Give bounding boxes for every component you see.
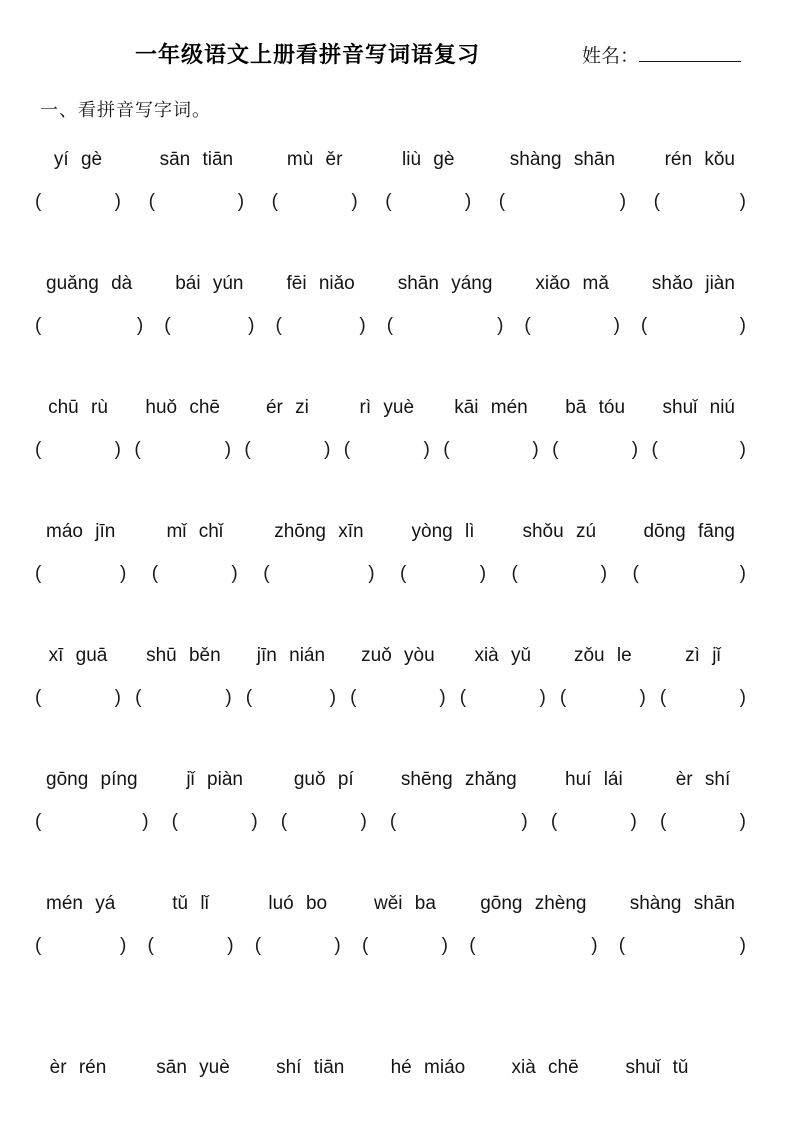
- paren-open: (: [171, 811, 178, 832]
- word-group: [35, 768, 149, 834]
- paren-close: ): [224, 439, 232, 460]
- word-group: [385, 148, 472, 214]
- answer-blank-parens[interactable]: [654, 190, 746, 214]
- paren-close: ): [739, 563, 746, 584]
- paren-close: ): [119, 563, 127, 584]
- answer-blank-parens[interactable]: [35, 810, 149, 834]
- word-group: [42, 1056, 114, 1080]
- word-group: [498, 148, 627, 214]
- answer-blank-parens[interactable]: [560, 686, 646, 710]
- pinyin-word: jǐ piàn: [186, 769, 243, 790]
- paren-close: ): [521, 811, 528, 832]
- pinyin-word: èr rén: [49, 1057, 107, 1078]
- word-group: [272, 1056, 348, 1080]
- paren-open: (: [263, 563, 270, 584]
- word-group: [152, 1056, 234, 1080]
- section-heading: 一、看拼音写字词。: [40, 100, 211, 120]
- answer-blank-parens[interactable]: [619, 934, 746, 958]
- pinyin-word: èr shí: [675, 769, 731, 790]
- name-area: [582, 41, 741, 68]
- paren-open: (: [389, 811, 397, 832]
- word-group: [343, 396, 430, 462]
- paren-close: ): [630, 811, 637, 832]
- paren-close: ): [739, 315, 746, 336]
- word-group: [443, 396, 539, 462]
- pinyin-word: mén yá: [46, 893, 116, 914]
- paren-open: (: [275, 315, 282, 336]
- word-group: [621, 1056, 693, 1080]
- pinyin-word: bā tóu: [565, 397, 626, 418]
- answer-blank-parens[interactable]: [35, 934, 126, 958]
- answer-blank-parens[interactable]: [134, 438, 231, 462]
- answer-blank-parens[interactable]: [281, 810, 367, 834]
- pinyin-word: shēng zhǎng: [400, 769, 517, 790]
- paren-open: (: [245, 687, 253, 708]
- paren-close: ): [739, 439, 746, 460]
- word-group: [386, 272, 504, 338]
- answer-blank-parens[interactable]: [362, 934, 448, 958]
- name-blank-line[interactable]: [639, 42, 741, 62]
- pinyin-word: jīn nián: [256, 645, 326, 666]
- paren-open: (: [343, 439, 351, 460]
- paren-open: (: [559, 687, 567, 708]
- paren-open: (: [350, 687, 357, 708]
- pinyin-word: gōng píng: [46, 769, 138, 790]
- pinyin-row: [35, 272, 746, 338]
- answer-blank-parens[interactable]: [272, 190, 358, 214]
- answer-blank-parens[interactable]: [255, 934, 341, 958]
- paren-open: (: [469, 935, 476, 956]
- word-group: [524, 272, 620, 338]
- word-group: [469, 892, 598, 958]
- page-title: 一年级语文上册看拼音写词语复习: [135, 42, 481, 67]
- paren-close: ): [368, 563, 375, 584]
- paren-close: ): [237, 191, 245, 212]
- paren-open: (: [35, 191, 42, 212]
- pinyin-word: xià yǔ: [474, 645, 532, 666]
- pinyin-row: [35, 396, 746, 462]
- pinyin-word: fēi niǎo: [286, 273, 355, 294]
- word-group: [507, 1056, 582, 1080]
- paren-close: ): [631, 439, 639, 460]
- word-group: [254, 892, 341, 958]
- paren-open: (: [386, 315, 394, 336]
- paren-open: (: [459, 687, 467, 708]
- answer-blank-parens[interactable]: [632, 562, 746, 586]
- pinyin-word: shàng shān: [509, 149, 616, 170]
- answer-blank-parens[interactable]: [443, 438, 539, 462]
- paren-open: (: [164, 315, 171, 336]
- paren-close: ): [739, 811, 746, 832]
- pinyin-word: luó bo: [268, 893, 328, 914]
- answer-blank-parens[interactable]: [350, 686, 446, 710]
- word-group: [511, 520, 608, 586]
- header: [40, 38, 741, 69]
- paren-open: (: [35, 811, 42, 832]
- pinyin-word: yí gè: [53, 149, 103, 170]
- answer-blank-parens[interactable]: [660, 686, 746, 710]
- pinyin-row: [35, 148, 746, 214]
- paren-open: (: [400, 563, 407, 584]
- paren-close: ): [225, 687, 232, 708]
- pinyin-row: [35, 520, 746, 586]
- paren-open: (: [524, 315, 531, 336]
- paren-close: ): [227, 935, 234, 956]
- word-group: [171, 768, 258, 834]
- word-group: [350, 644, 446, 710]
- word-group: [659, 768, 746, 834]
- pinyin-word: shí tiān: [276, 1057, 345, 1078]
- paren-open: (: [659, 811, 667, 832]
- word-group: [275, 272, 366, 338]
- word-group: [271, 148, 358, 214]
- paren-close: ): [464, 191, 472, 212]
- paren-open: (: [280, 811, 288, 832]
- pinyin-word: wěi ba: [374, 893, 436, 914]
- pinyin-word: guǎng dà: [46, 273, 133, 294]
- pinyin-row: [35, 768, 746, 834]
- paren-open: (: [361, 935, 369, 956]
- paren-close: ): [423, 439, 430, 460]
- pinyin-row: [35, 892, 746, 958]
- paren-open: (: [640, 315, 648, 336]
- pinyin-word: guǒ pí: [293, 769, 354, 790]
- pinyin-word: shuǐ tǔ: [625, 1057, 689, 1078]
- pinyin-word: huí lái: [565, 769, 623, 790]
- pinyin-word: zǒu le: [573, 645, 632, 666]
- answer-blank-parens[interactable]: [344, 438, 430, 462]
- pinyin-word: shū běn: [146, 645, 221, 666]
- answer-blank-parens[interactable]: [35, 562, 126, 586]
- pinyin-word: chū rù: [48, 397, 108, 418]
- paren-open: (: [135, 687, 142, 708]
- word-group: [35, 644, 121, 710]
- paren-open: (: [659, 687, 667, 708]
- pinyin-word: shǒu zú: [522, 521, 597, 542]
- answer-blank-parens[interactable]: [172, 810, 258, 834]
- word-group: [148, 148, 245, 214]
- pinyin-word: xī guā: [48, 645, 108, 666]
- word-group: [35, 892, 127, 958]
- pinyin-word: dōng fāng: [643, 521, 735, 542]
- pinyin-word: shān yáng: [397, 273, 493, 294]
- pinyin-row: [35, 644, 746, 710]
- answer-blank-parens[interactable]: [135, 686, 232, 710]
- paren-close: ): [334, 935, 341, 956]
- word-group: [151, 520, 238, 586]
- word-group: [632, 520, 746, 586]
- paren-close: ): [739, 935, 746, 956]
- word-group: [35, 272, 144, 338]
- paren-close: ): [739, 191, 746, 212]
- answer-blank-parens[interactable]: [641, 314, 746, 338]
- pinyin-word: sān tiān: [159, 149, 234, 170]
- paren-close: ): [142, 811, 149, 832]
- paren-close: ): [739, 687, 746, 708]
- word-group: [559, 644, 646, 710]
- paren-open: (: [134, 439, 141, 460]
- paren-close: ): [600, 563, 608, 584]
- answer-blank-parens[interactable]: [244, 438, 330, 462]
- word-group: [640, 272, 746, 338]
- word-group: [659, 644, 746, 710]
- paren-close: ): [539, 687, 546, 708]
- word-group: [245, 644, 337, 710]
- paren-close: ): [619, 191, 627, 212]
- pinyin-word: liù gè: [402, 149, 455, 170]
- answer-blank-parens[interactable]: [469, 934, 597, 958]
- paren-open: (: [147, 935, 154, 956]
- pinyin-row: [42, 1056, 739, 1080]
- pinyin-word: mù ěr: [286, 149, 343, 170]
- answer-blank-parens[interactable]: [499, 190, 626, 214]
- pinyin-word: yòng lì: [411, 521, 475, 542]
- word-group: [35, 520, 127, 586]
- answer-blank-parens[interactable]: [652, 438, 747, 462]
- paren-open: (: [148, 191, 155, 212]
- word-group: [164, 272, 255, 338]
- pinyin-word: xià chē: [511, 1057, 579, 1078]
- word-group: [389, 768, 528, 834]
- answer-blank-parens[interactable]: [460, 686, 546, 710]
- paren-close: ): [479, 563, 487, 584]
- word-group: [263, 520, 375, 586]
- answer-blank-parens[interactable]: [35, 314, 143, 338]
- paren-close: ): [324, 439, 331, 460]
- word-group: [653, 148, 746, 214]
- word-group: [387, 1056, 470, 1080]
- pinyin-word: shuǐ niú: [662, 397, 735, 418]
- paren-open: (: [498, 191, 506, 212]
- answer-blank-parens[interactable]: [552, 438, 638, 462]
- pinyin-word: xiǎo mǎ: [535, 273, 609, 294]
- pinyin-word: bái yún: [175, 273, 244, 294]
- paren-open: (: [385, 191, 392, 212]
- paren-open: (: [151, 563, 159, 584]
- answer-blank-parens[interactable]: [660, 810, 746, 834]
- paren-close: ): [439, 687, 446, 708]
- pinyin-word: zuǒ yòu: [361, 645, 435, 666]
- answer-blank-parens[interactable]: [263, 562, 374, 586]
- answer-blank-parens[interactable]: [385, 190, 471, 214]
- paren-close: ): [114, 439, 121, 460]
- answer-blank-parens[interactable]: [148, 934, 234, 958]
- pinyin-word: hé miáo: [390, 1057, 466, 1078]
- paren-close: ): [248, 315, 255, 336]
- paren-open: (: [651, 439, 658, 460]
- paren-close: ): [591, 935, 598, 956]
- word-group: [147, 892, 234, 958]
- answer-blank-parens[interactable]: [35, 190, 121, 214]
- paren-open: (: [443, 439, 450, 460]
- word-group: [552, 396, 639, 462]
- answer-blank-parens[interactable]: [152, 562, 238, 586]
- pinyin-word: zhōng xīn: [274, 521, 364, 542]
- paren-close: ): [119, 935, 127, 956]
- word-group: [35, 396, 121, 462]
- answer-blank-parens[interactable]: [149, 190, 245, 214]
- answer-blank-parens[interactable]: [164, 314, 254, 338]
- paren-close: ): [251, 811, 258, 832]
- word-group: [244, 396, 331, 462]
- pinyin-word: rén kǒu: [664, 149, 735, 170]
- exercise-rows: [35, 148, 746, 1080]
- pinyin-word: mǐ chǐ: [166, 521, 224, 542]
- paren-close: ): [497, 315, 504, 336]
- word-group: [135, 644, 232, 710]
- word-group: [459, 644, 546, 710]
- paren-close: ): [114, 191, 121, 212]
- word-group: [400, 520, 487, 586]
- answer-blank-parens[interactable]: [35, 438, 121, 462]
- answer-blank-parens[interactable]: [400, 562, 486, 586]
- word-group: [550, 768, 637, 834]
- pinyin-word: gōng zhèng: [480, 893, 587, 914]
- pinyin-word: shàng shān: [629, 893, 735, 914]
- word-group: [361, 892, 448, 958]
- paren-open: (: [550, 811, 558, 832]
- word-group: [618, 892, 746, 958]
- paren-close: ): [441, 935, 448, 956]
- answer-blank-parens[interactable]: [275, 314, 365, 338]
- pinyin-word: zì jǐ: [685, 645, 721, 666]
- word-group: [280, 768, 367, 834]
- paren-close: ): [359, 315, 366, 336]
- paren-open: (: [632, 563, 639, 584]
- paren-open: (: [271, 191, 278, 212]
- paren-open: (: [254, 935, 262, 956]
- paren-open: (: [511, 563, 518, 584]
- paren-open: (: [35, 935, 42, 956]
- paren-close: ): [136, 315, 144, 336]
- pinyin-word: rì yuè: [359, 397, 415, 418]
- paren-open: (: [244, 439, 251, 460]
- answer-blank-parens[interactable]: [35, 686, 121, 710]
- answer-blank-parens[interactable]: [524, 314, 620, 338]
- paren-open: (: [35, 563, 42, 584]
- paren-close: ): [329, 687, 337, 708]
- paren-open: (: [35, 687, 42, 708]
- paren-open: (: [552, 439, 559, 460]
- paren-close: ): [231, 563, 238, 584]
- word-group: [651, 396, 746, 462]
- paren-close: ): [360, 811, 367, 832]
- answer-blank-parens[interactable]: [511, 562, 607, 586]
- paren-close: ): [613, 315, 620, 336]
- pinyin-word: huǒ chē: [145, 397, 221, 418]
- answer-blank-parens[interactable]: [551, 810, 637, 834]
- pinyin-word: tǔ lǐ: [172, 893, 209, 914]
- paren-close: ): [351, 191, 358, 212]
- pinyin-word: kāi mén: [454, 397, 528, 418]
- answer-blank-parens[interactable]: [390, 810, 528, 834]
- paren-close: ): [532, 439, 539, 460]
- paren-open: (: [618, 935, 626, 956]
- paren-open: (: [653, 191, 660, 212]
- word-group: [134, 396, 232, 462]
- paren-close: ): [639, 687, 646, 708]
- pinyin-word: shǎo jiàn: [651, 273, 735, 294]
- paren-open: (: [35, 439, 42, 460]
- answer-blank-parens[interactable]: [387, 314, 504, 338]
- pinyin-word: máo jīn: [46, 521, 116, 542]
- paren-open: (: [35, 315, 42, 336]
- word-group: [35, 148, 121, 214]
- pinyin-word: ér zi: [265, 397, 309, 418]
- pinyin-word: sān yuè: [156, 1057, 230, 1078]
- paren-close: ): [114, 687, 121, 708]
- name-label: 姓名：: [581, 46, 639, 67]
- answer-blank-parens[interactable]: [246, 686, 336, 710]
